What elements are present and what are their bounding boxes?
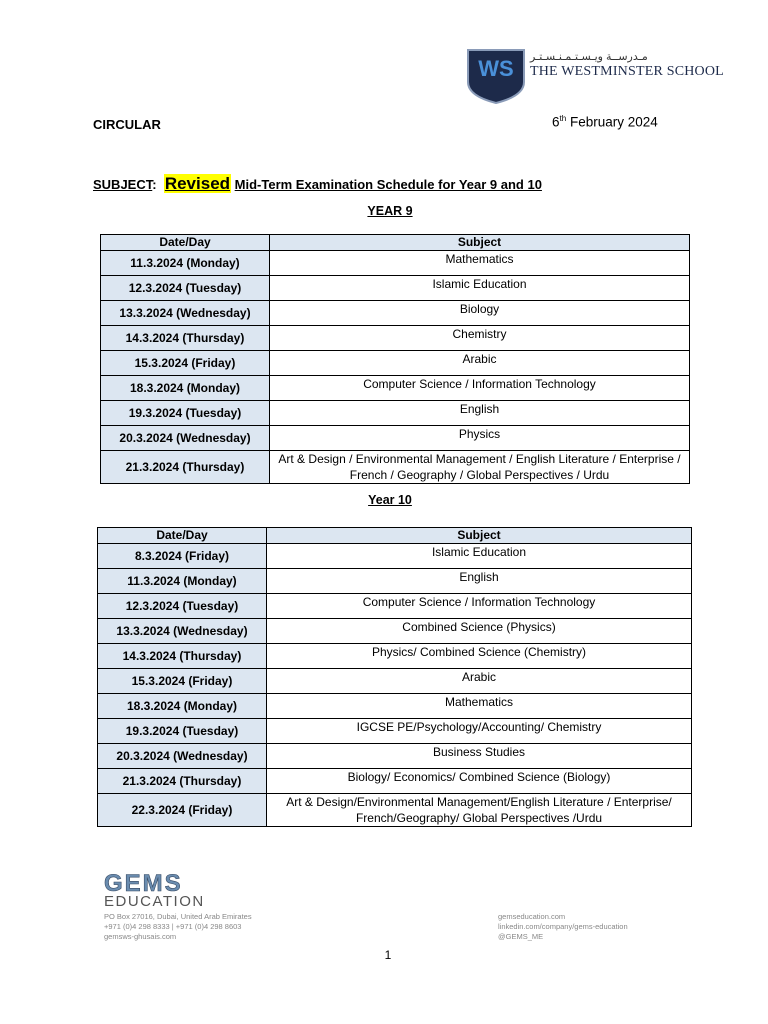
cell-date: 20.3.2024 (Wednesday)	[98, 744, 267, 769]
cell-date: 18.3.2024 (Monday)	[101, 376, 270, 401]
cell-subject: Computer Science / Information Technology	[270, 376, 690, 401]
subject-colon: :	[152, 177, 157, 192]
table-row	[101, 351, 690, 376]
table-row	[101, 251, 690, 276]
cell-subject: Chemistry	[270, 326, 690, 351]
column-header-date: Date/Day	[98, 528, 267, 544]
school-name: THE WESTMINSTER SCHOOL	[530, 64, 724, 79]
date-rest: February 2024	[569, 114, 658, 130]
footer-address: PO Box 27016, Dubai, United Arab Emirates	[104, 912, 252, 921]
table-row	[98, 744, 692, 769]
subject-label: SUBJECT	[93, 177, 153, 192]
footer-contact-right	[498, 912, 628, 942]
cell-date: 20.3.2024 (Wednesday)	[101, 426, 270, 451]
cell-subject: Computer Science / Information Technology	[267, 594, 692, 619]
cell-subject: Art & Design/Environmental Management/English Literature / Enterprise/ French/Geography/ Global Perspectives /Urdu	[267, 794, 692, 827]
column-header-subject: Subject	[267, 528, 692, 544]
cell-subject: English	[270, 401, 690, 426]
table-row	[101, 326, 690, 351]
gems-logo-text: GEMS	[104, 872, 183, 894]
cell-date: 19.3.2024 (Tuesday)	[98, 719, 267, 744]
cell-date: 15.3.2024 (Friday)	[98, 669, 267, 694]
cell-date: 21.3.2024 (Thursday)	[101, 451, 270, 484]
year9-heading: YEAR 9	[367, 204, 413, 218]
subject-text: Mid-Term Examination Schedule for Year 9 and 10	[234, 177, 542, 192]
cell-date: 22.3.2024 (Friday)	[98, 794, 267, 827]
cell-date: 19.3.2024 (Tuesday)	[101, 401, 270, 426]
cell-subject: Biology	[270, 301, 690, 326]
page-number: 1	[384, 948, 392, 962]
cell-subject: Biology/ Economics/ Combined Science (Biology)	[267, 769, 692, 794]
cell-subject: Physics	[270, 426, 690, 451]
cell-date: 12.3.2024 (Tuesday)	[101, 276, 270, 301]
table-row	[101, 376, 690, 401]
year9-schedule-table	[100, 234, 690, 484]
circular-date	[552, 114, 658, 130]
cell-date: 18.3.2024 (Monday)	[98, 694, 267, 719]
table-header-row	[98, 528, 692, 544]
table-row	[98, 619, 692, 644]
cell-subject: Islamic Education	[267, 544, 692, 569]
table-row	[98, 594, 692, 619]
footer-phones: +971 (0)4 298 8333 | +971 (0)4 298 8603	[104, 922, 242, 931]
table-row	[98, 544, 692, 569]
cell-subject: Islamic Education	[270, 276, 690, 301]
table-row	[101, 401, 690, 426]
cell-subject: Business Studies	[267, 744, 692, 769]
cell-subject: IGCSE PE/Psychology/Accounting/ Chemistry	[267, 719, 692, 744]
table-row	[101, 301, 690, 326]
table-row	[98, 569, 692, 594]
cell-subject: Mathematics	[270, 251, 690, 276]
cell-subject: Mathematics	[267, 694, 692, 719]
cell-date: 11.3.2024 (Monday)	[98, 569, 267, 594]
date-day: 6	[552, 114, 560, 130]
cell-subject: Physics/ Combined Science (Chemistry)	[267, 644, 692, 669]
footer-linkedin[interactable]: linkedin.com/company/gems-education	[498, 922, 628, 931]
cell-date: 8.3.2024 (Friday)	[98, 544, 267, 569]
cell-subject: Combined Science (Physics)	[267, 619, 692, 644]
cell-date: 12.3.2024 (Tuesday)	[98, 594, 267, 619]
cell-subject: Arabic	[267, 669, 692, 694]
cell-subject: Arabic	[270, 351, 690, 376]
cell-date: 15.3.2024 (Friday)	[101, 351, 270, 376]
footer-gems-site[interactable]: gemseducation.com	[498, 912, 566, 921]
circular-label: CIRCULAR	[93, 117, 161, 132]
table-row	[98, 719, 692, 744]
subject-line	[93, 174, 542, 194]
column-header-subject: Subject	[270, 235, 690, 251]
revised-highlight: Revised	[164, 174, 231, 193]
cell-date: 13.3.2024 (Wednesday)	[101, 301, 270, 326]
table-row	[98, 794, 692, 827]
year10-heading: Year 10	[368, 493, 412, 507]
cell-date: 13.3.2024 (Wednesday)	[98, 619, 267, 644]
footer-handle[interactable]: @GEMS_ME	[498, 932, 544, 941]
table-row	[101, 451, 690, 484]
table-row	[101, 426, 690, 451]
cell-date: 14.3.2024 (Thursday)	[98, 644, 267, 669]
footer-website[interactable]: gemsws-ghusais.com	[104, 932, 177, 941]
westminster-shield-logo	[466, 48, 526, 104]
table-row	[98, 669, 692, 694]
cell-subject: English	[267, 569, 692, 594]
year10-schedule-table	[97, 527, 692, 827]
cell-subject: Art & Design / Environmental Management / English Literature / Enterprise / French / Geography / Global Perspectives / Urdu	[270, 451, 690, 484]
gems-education-label: EDUCATION	[104, 893, 205, 910]
cell-date: 11.3.2024 (Monday)	[101, 251, 270, 276]
gems-logo	[104, 872, 229, 894]
table-row	[98, 769, 692, 794]
school-name-arabic: مـدرســة ويـسـتـمـنـسـتـر	[530, 51, 648, 63]
column-header-date: Date/Day	[101, 235, 270, 251]
cell-date: 14.3.2024 (Thursday)	[101, 326, 270, 351]
footer-contact-left	[104, 912, 252, 942]
date-suffix: th	[559, 114, 567, 123]
logo-text: WS	[478, 56, 514, 81]
year9-table-body	[101, 251, 690, 484]
table-row	[98, 694, 692, 719]
table-row	[98, 644, 692, 669]
year10-table-body	[98, 544, 692, 827]
cell-date: 21.3.2024 (Thursday)	[98, 769, 267, 794]
table-header-row	[101, 235, 690, 251]
table-row	[101, 276, 690, 301]
